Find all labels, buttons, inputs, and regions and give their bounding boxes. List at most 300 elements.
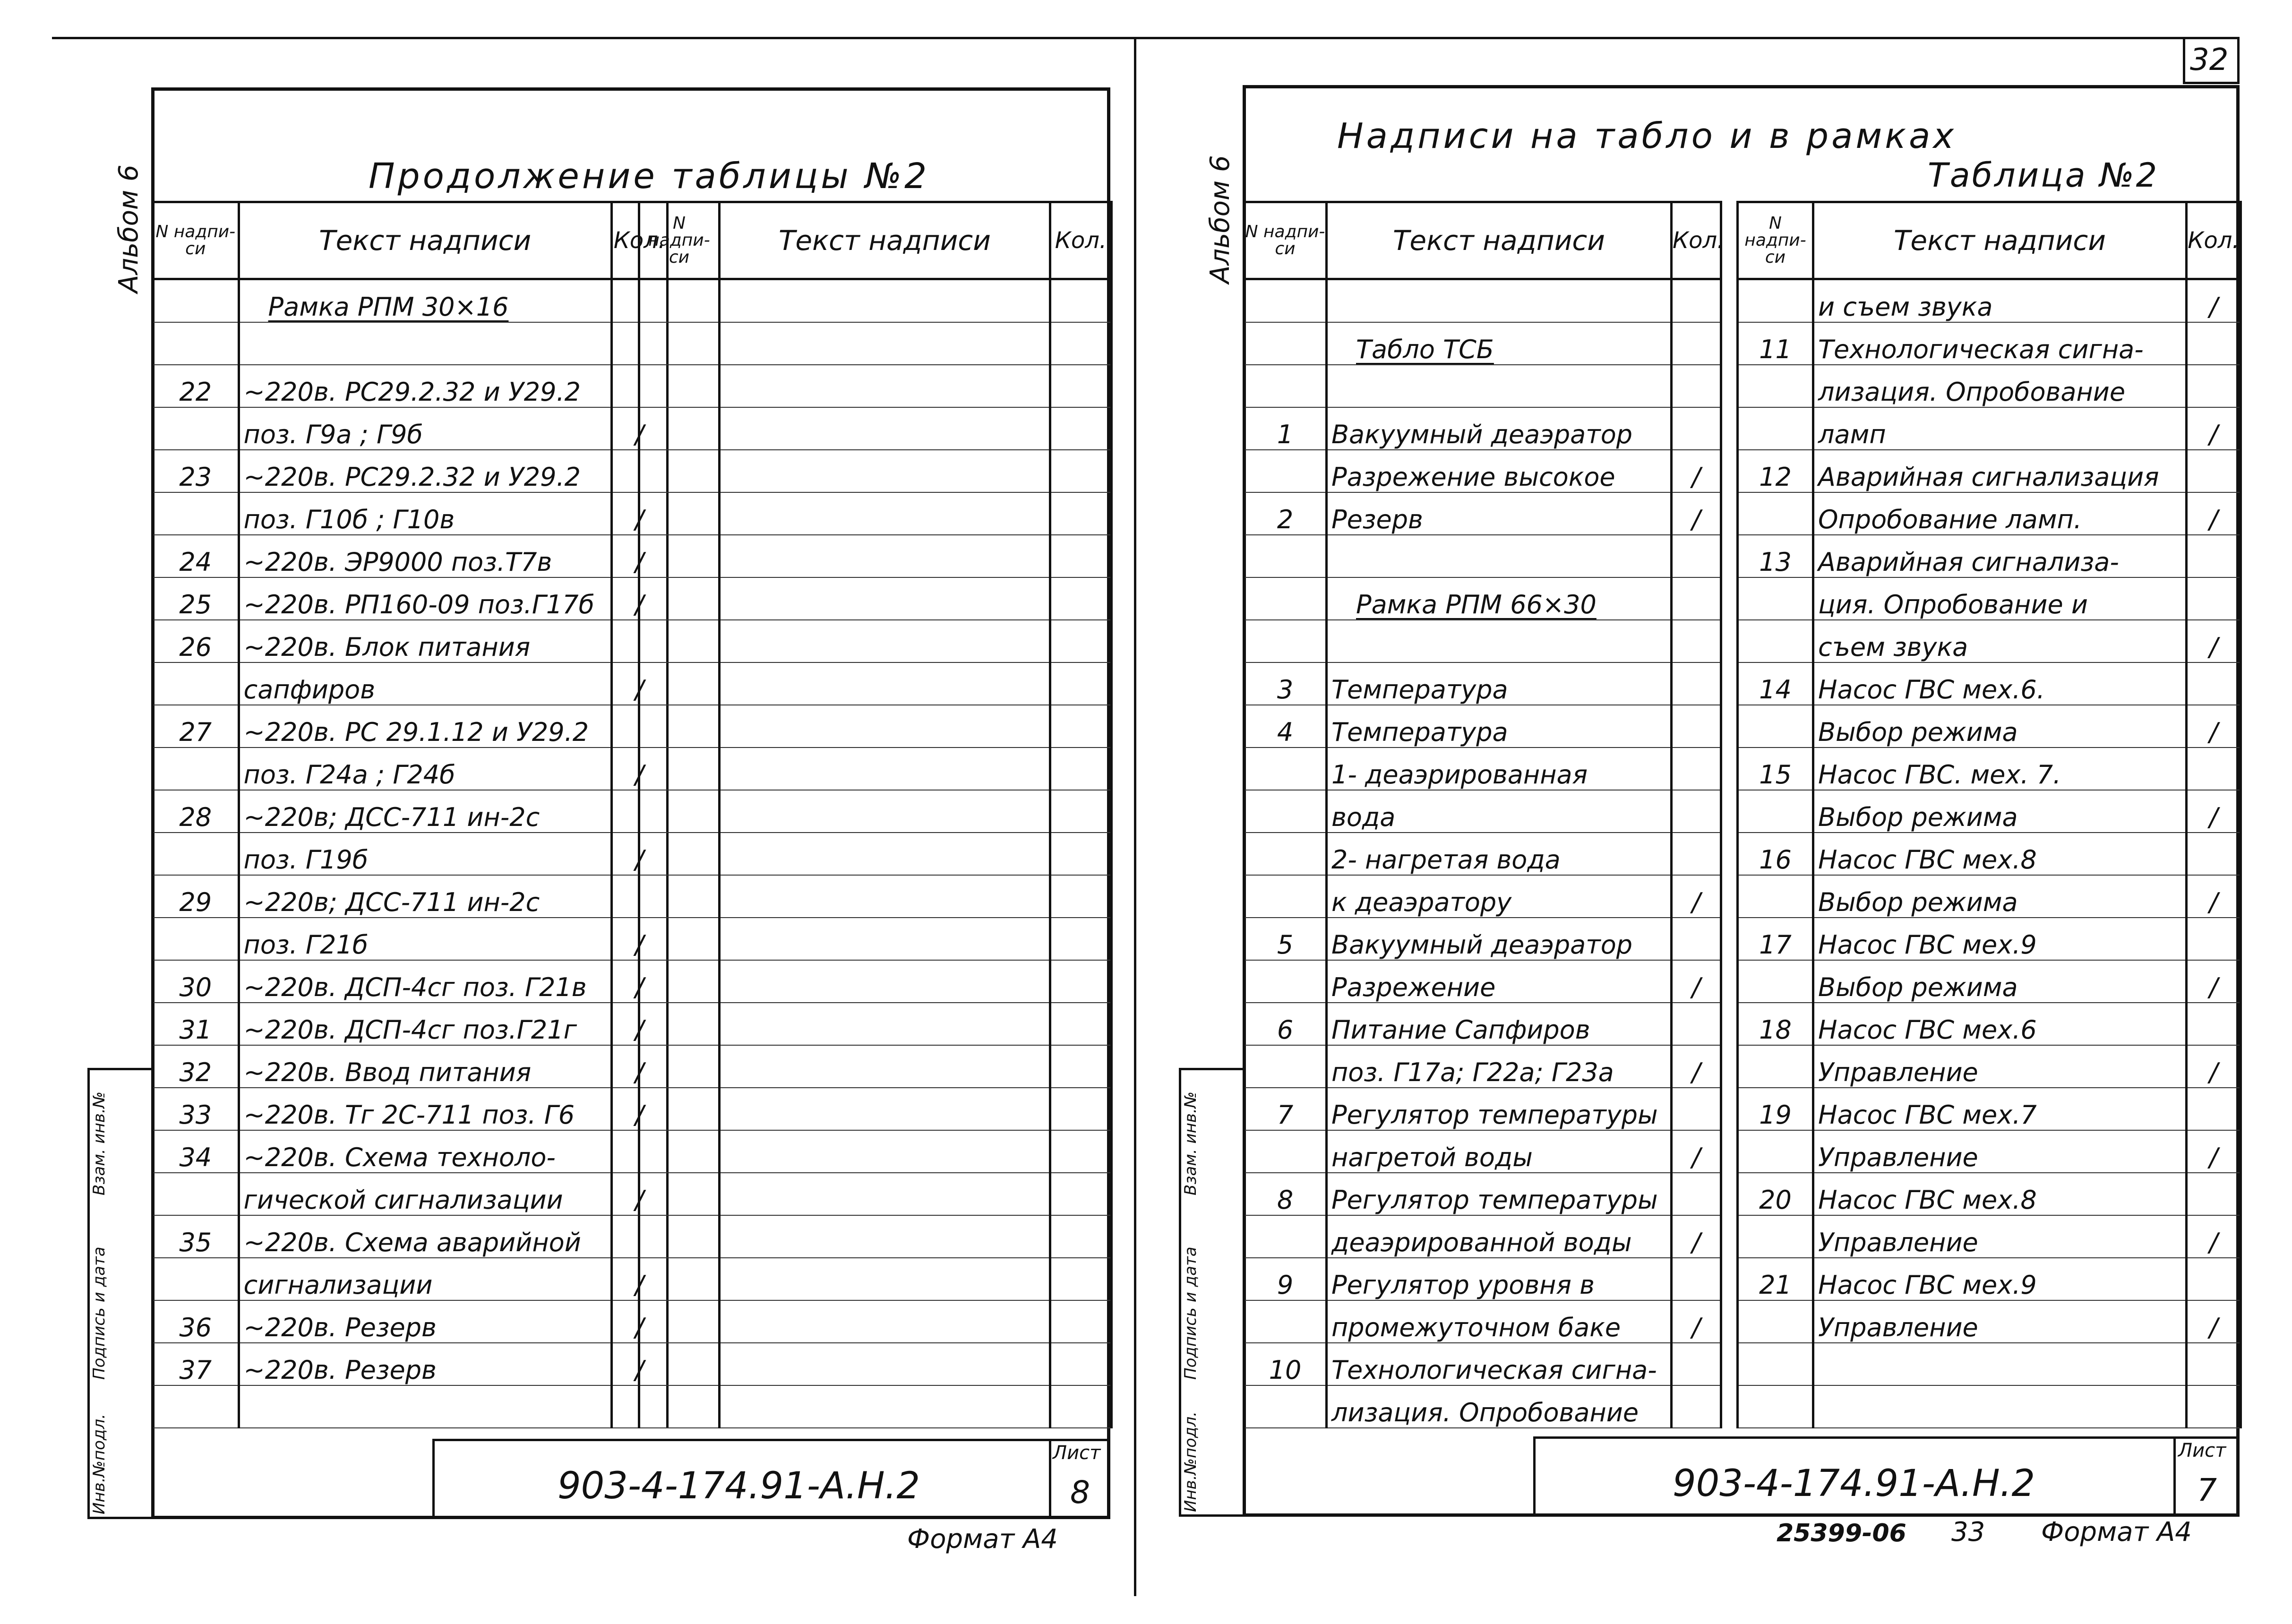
row-text: Регулятор температуры	[1327, 1088, 1672, 1130]
table-row	[153, 1003, 668, 1045]
row-number	[1738, 1300, 1813, 1343]
row-qty	[1050, 1385, 1112, 1428]
col-header-text: Текст надписи	[1327, 202, 1672, 279]
row-text: Рамка РПМ 66×30	[1327, 577, 1672, 620]
row-text: Насос ГВС мех.8	[1813, 833, 2187, 875]
row-text: поз. Г24а ; Г24б	[239, 748, 611, 790]
table-row	[639, 790, 1112, 833]
row-qty: /	[2187, 1300, 2241, 1343]
table-row	[1738, 1003, 2241, 1045]
row-qty: /	[611, 960, 667, 1003]
row-qty	[2187, 833, 2241, 875]
row-number: 29	[153, 875, 239, 918]
top-rule-left	[52, 37, 1139, 39]
row-number: 25	[153, 577, 239, 620]
table-row	[153, 407, 668, 450]
row-text: Выбор режима	[1813, 790, 2187, 833]
row-number	[639, 365, 720, 407]
row-text	[720, 875, 1050, 918]
row-qty	[2187, 322, 2241, 365]
row-qty	[1050, 577, 1112, 620]
row-text	[720, 1300, 1050, 1343]
row-text: поз. Г17а; Г22а; Г23а	[1327, 1045, 1672, 1088]
row-number	[1738, 1385, 1813, 1428]
row-qty	[1050, 1003, 1112, 1045]
row-number	[1738, 279, 1813, 323]
col-header-num: N надпи-си	[1738, 202, 1813, 279]
row-text: ~220в. РС29.2.32 и У29.2	[239, 450, 611, 492]
row-qty: /	[2187, 705, 2241, 748]
table-row	[639, 1130, 1112, 1173]
table-row	[639, 662, 1112, 705]
row-number	[639, 1215, 720, 1258]
row-number: 8	[1244, 1173, 1327, 1215]
row-number	[639, 705, 720, 748]
row-number: 9	[1244, 1258, 1327, 1300]
row-number	[153, 833, 239, 875]
row-qty: /	[611, 1173, 667, 1215]
row-qty	[1672, 705, 1721, 748]
table-row	[1244, 790, 1721, 833]
row-qty: /	[1672, 1215, 1721, 1258]
row-qty	[2187, 535, 2241, 577]
row-number: 19	[1738, 1088, 1813, 1130]
left-table-b	[638, 201, 1113, 1428]
table-row	[639, 833, 1112, 875]
row-qty	[1672, 918, 1721, 960]
table-row	[639, 918, 1112, 960]
row-number	[639, 918, 720, 960]
right-doc-code: 903-4-174.91-А.Н.2	[1673, 1462, 2035, 1505]
row-number: 10	[1244, 1343, 1327, 1385]
row-number	[153, 322, 239, 365]
row-text	[720, 322, 1050, 365]
table-row	[153, 365, 668, 407]
row-qty	[1050, 875, 1112, 918]
side-label-inv: Инв.№подл.	[90, 1414, 109, 1514]
table-row	[153, 1173, 668, 1215]
row-qty: /	[2187, 1130, 2241, 1173]
row-qty	[1050, 1045, 1112, 1088]
row-qty: /	[1672, 1130, 1721, 1173]
table-row	[1244, 1088, 1721, 1130]
table-row	[1738, 535, 2241, 577]
row-qty: /	[1672, 492, 1721, 535]
table-row	[153, 535, 668, 577]
table-row	[1244, 1173, 1721, 1215]
table-row	[1738, 1343, 2241, 1385]
row-qty	[2187, 1173, 2241, 1215]
row-number	[153, 1385, 239, 1428]
col-header-qty: Кол.	[611, 202, 667, 279]
row-qty	[1050, 1173, 1112, 1215]
row-number	[639, 1300, 720, 1343]
row-number	[1244, 1130, 1327, 1173]
row-text: поз. Г19б	[239, 833, 611, 875]
table-row	[639, 620, 1112, 662]
row-number	[639, 875, 720, 918]
row-number	[1244, 365, 1327, 407]
row-qty: /	[2187, 407, 2241, 450]
table-row	[1738, 705, 2241, 748]
row-number	[1738, 1215, 1813, 1258]
table-row	[153, 492, 668, 535]
row-number	[1244, 790, 1327, 833]
table-row	[153, 875, 668, 918]
table-row	[1738, 875, 2241, 918]
left-album-label: Альбом 6	[113, 164, 144, 293]
row-number	[639, 1343, 720, 1385]
row-text: ция. Опробование и	[1813, 577, 2187, 620]
table-row	[1244, 577, 1721, 620]
row-text: съем звука	[1813, 620, 2187, 662]
row-text	[720, 365, 1050, 407]
row-number: 13	[1738, 535, 1813, 577]
row-number: 26	[153, 620, 239, 662]
row-qty: /	[1672, 450, 1721, 492]
row-number: 27	[153, 705, 239, 748]
row-qty	[1672, 662, 1721, 705]
row-text	[239, 322, 611, 365]
table-row	[1244, 662, 1721, 705]
row-text: Регулятор уровня в	[1327, 1258, 1672, 1300]
col-header-num: N надпи-си	[1244, 202, 1327, 279]
table-row	[1738, 662, 2241, 705]
row-qty: /	[611, 1300, 667, 1343]
row-number	[1244, 1045, 1327, 1088]
row-number	[1244, 577, 1327, 620]
left-sheet-no: 8	[1070, 1474, 1090, 1511]
row-number: 1	[1244, 407, 1327, 450]
row-number	[153, 1258, 239, 1300]
table-row	[1738, 577, 2241, 620]
left-table-a	[151, 201, 669, 1428]
row-qty	[1672, 322, 1721, 365]
row-qty	[1050, 1215, 1112, 1258]
row-text: Насос ГВС. мех. 7.	[1813, 748, 2187, 790]
row-number	[1738, 407, 1813, 450]
table-row	[639, 492, 1112, 535]
table-row	[1244, 1003, 1721, 1045]
row-number: 17	[1738, 918, 1813, 960]
row-number	[1244, 1300, 1327, 1343]
row-text: промежуточном баке	[1327, 1300, 1672, 1343]
row-number	[1738, 960, 1813, 1003]
row-qty: /	[2187, 1215, 2241, 1258]
row-qty	[2187, 1003, 2241, 1045]
row-qty	[1672, 535, 1721, 577]
row-text: ~220в. Схема техноло-	[239, 1130, 611, 1173]
table-row	[153, 1343, 668, 1385]
row-number	[1738, 1130, 1813, 1173]
row-text: гической сигнализации	[239, 1173, 611, 1215]
table-row	[153, 577, 668, 620]
row-number: 36	[153, 1300, 239, 1343]
row-qty	[1672, 790, 1721, 833]
row-text	[1327, 535, 1672, 577]
row-text: Вакуумный деаэратор	[1327, 407, 1672, 450]
row-number	[639, 1173, 720, 1215]
row-text: Температура	[1327, 705, 1672, 748]
table-row	[1244, 365, 1721, 407]
row-qty	[1050, 960, 1112, 1003]
row-number: 34	[153, 1130, 239, 1173]
row-qty	[1672, 1003, 1721, 1045]
row-text	[720, 450, 1050, 492]
col-header-text: Текст надписи	[1813, 202, 2187, 279]
table-row	[1244, 1215, 1721, 1258]
row-number: 12	[1738, 450, 1813, 492]
table-row	[639, 1300, 1112, 1343]
row-text: Выбор режима	[1813, 875, 2187, 918]
row-qty	[1672, 1385, 1721, 1428]
table-row	[639, 577, 1112, 620]
row-text	[1327, 620, 1672, 662]
table-row	[1244, 1343, 1721, 1385]
row-text: ~220в. Тг 2С-711 поз. Г6	[239, 1088, 611, 1130]
row-text: Аварийная сигнализация	[1813, 450, 2187, 492]
right-album-label: Альбом 6	[1205, 155, 1236, 284]
row-text	[720, 1343, 1050, 1385]
side-label-sign: Подпись и дата	[1181, 1246, 1200, 1380]
table-row	[153, 1088, 668, 1130]
row-number	[639, 577, 720, 620]
row-text: Насос ГВС мех.8	[1813, 1173, 2187, 1215]
row-qty: /	[1672, 960, 1721, 1003]
row-qty: /	[611, 662, 667, 705]
table-row	[153, 748, 668, 790]
archive-number: 25399-06	[1777, 1519, 1906, 1547]
row-text	[239, 1385, 611, 1428]
row-qty	[1050, 1343, 1112, 1385]
row-text: поз. Г10б ; Г10в	[239, 492, 611, 535]
table-row	[1738, 748, 2241, 790]
page-number: 32	[2190, 43, 2229, 77]
row-number	[153, 918, 239, 960]
row-qty	[1050, 1088, 1112, 1130]
top-rule-right	[1139, 37, 2240, 39]
row-number: 31	[153, 1003, 239, 1045]
side-label-replace: Взам. инв.№	[90, 1091, 109, 1195]
row-text	[720, 790, 1050, 833]
left-title: Продолжение таблицы №2	[369, 156, 930, 197]
table-row	[1244, 1300, 1721, 1343]
row-text: лизация. Опробование	[1813, 365, 2187, 407]
row-text: лизация. Опробование	[1327, 1385, 1672, 1428]
row-text: ~220в. Схема аварийной	[239, 1215, 611, 1258]
row-number	[153, 279, 239, 323]
table-row	[153, 662, 668, 705]
row-qty: /	[2187, 875, 2241, 918]
table-row	[639, 1258, 1112, 1300]
table-row	[1244, 1130, 1721, 1173]
row-text: ~220в. ЭР9000 поз.Т7в	[239, 535, 611, 577]
table-row	[153, 705, 668, 748]
table-row	[639, 365, 1112, 407]
row-qty	[1050, 450, 1112, 492]
row-text	[720, 918, 1050, 960]
table-row	[1738, 1130, 2241, 1173]
table-row	[1738, 322, 2241, 365]
row-qty	[1672, 833, 1721, 875]
table-row	[1244, 1045, 1721, 1088]
table-row	[1738, 960, 2241, 1003]
row-text	[720, 662, 1050, 705]
table-row	[1738, 407, 2241, 450]
row-text	[1813, 1343, 2187, 1385]
right-table-a	[1243, 201, 1725, 1428]
row-number	[639, 407, 720, 450]
row-text: Выбор режима	[1813, 705, 2187, 748]
table-row	[1738, 1173, 2241, 1215]
right-sheet-label: Лист	[2178, 1440, 2226, 1461]
table-row	[153, 1300, 668, 1343]
row-qty: /	[2187, 620, 2241, 662]
row-number: 33	[153, 1088, 239, 1130]
row-number	[1738, 875, 1813, 918]
table-row	[1244, 535, 1721, 577]
row-text	[1813, 1385, 2187, 1428]
table-row	[153, 833, 668, 875]
table-row	[1244, 407, 1721, 450]
table-row	[1244, 322, 1721, 365]
table-row	[1244, 620, 1721, 662]
row-text	[720, 1258, 1050, 1300]
row-qty: /	[611, 833, 667, 875]
row-qty	[1672, 1343, 1721, 1385]
row-number	[1244, 620, 1327, 662]
row-qty	[2187, 1088, 2241, 1130]
row-number	[153, 492, 239, 535]
row-text: Насос ГВС мех.6	[1813, 1003, 2187, 1045]
row-qty	[1672, 365, 1721, 407]
row-number	[1244, 322, 1327, 365]
row-number	[639, 279, 720, 323]
row-text: ламп	[1813, 407, 2187, 450]
table-row	[639, 1385, 1112, 1428]
row-text	[1327, 365, 1672, 407]
row-number: 23	[153, 450, 239, 492]
table-row	[153, 1258, 668, 1300]
left-format: Формат А4	[907, 1524, 1058, 1555]
row-number	[1244, 875, 1327, 918]
row-qty	[1672, 748, 1721, 790]
row-qty	[1050, 279, 1112, 323]
row-qty	[2187, 918, 2241, 960]
row-number	[639, 535, 720, 577]
table-row	[639, 1003, 1112, 1045]
row-text: Технологическая сигна-	[1813, 322, 2187, 365]
row-number: 21	[1738, 1258, 1813, 1300]
row-text: Аварийная сигнализа-	[1813, 535, 2187, 577]
table-row	[1738, 1300, 2241, 1343]
row-text: Насос ГВС мех.9	[1813, 918, 2187, 960]
row-qty	[1050, 833, 1112, 875]
row-number: 6	[1244, 1003, 1327, 1045]
row-number: 28	[153, 790, 239, 833]
table-row	[1244, 748, 1721, 790]
row-text: ~220в; ДСС-711 ин-2с	[239, 875, 611, 918]
table-row	[1244, 450, 1721, 492]
row-text	[720, 1088, 1050, 1130]
row-number: 15	[1738, 748, 1813, 790]
row-qty: /	[611, 1003, 667, 1045]
row-text: Регулятор температуры	[1327, 1173, 1672, 1215]
right-format: Формат А4	[2041, 1517, 2192, 1547]
row-text: вода	[1327, 790, 1672, 833]
table-row	[153, 1385, 668, 1428]
row-qty: /	[2187, 790, 2241, 833]
row-number	[1244, 1215, 1327, 1258]
table-row	[1244, 918, 1721, 960]
row-qty: /	[1672, 875, 1721, 918]
row-text	[720, 748, 1050, 790]
row-number: 2	[1244, 492, 1327, 535]
table-row	[153, 1045, 668, 1088]
row-number	[639, 1045, 720, 1088]
row-text: сапфиров	[239, 662, 611, 705]
row-number: 30	[153, 960, 239, 1003]
row-text	[720, 960, 1050, 1003]
table-row	[639, 1215, 1112, 1258]
row-number	[1244, 450, 1327, 492]
row-text: Насос ГВС мех.6.	[1813, 662, 2187, 705]
row-qty	[2187, 1343, 2241, 1385]
row-qty: /	[611, 1258, 667, 1300]
row-number: 3	[1244, 662, 1327, 705]
row-qty: /	[611, 535, 667, 577]
row-qty: /	[611, 577, 667, 620]
row-number: 20	[1738, 1173, 1813, 1215]
row-number: 35	[153, 1215, 239, 1258]
row-text: ~220в. ДСП-4сг поз.Г21г	[239, 1003, 611, 1045]
table-row	[639, 535, 1112, 577]
row-number: 4	[1244, 705, 1327, 748]
row-qty	[2187, 1258, 2241, 1300]
row-number: 32	[153, 1045, 239, 1088]
table-row	[153, 322, 668, 365]
table-row	[1738, 918, 2241, 960]
row-text	[720, 1045, 1050, 1088]
right-table-b	[1736, 201, 2242, 1428]
table-row	[639, 1045, 1112, 1088]
row-number	[639, 960, 720, 1003]
table-row	[639, 960, 1112, 1003]
row-number	[1244, 1385, 1327, 1428]
row-text: Опробование ламп.	[1813, 492, 2187, 535]
row-number	[153, 748, 239, 790]
row-text: Вакуумный деаэратор	[1327, 918, 1672, 960]
row-qty	[2187, 1385, 2241, 1428]
row-number	[153, 662, 239, 705]
row-text: Рамка РПМ 30×16	[239, 279, 611, 323]
table-row	[1244, 1258, 1721, 1300]
table-row	[1244, 705, 1721, 748]
row-number	[1244, 279, 1327, 323]
table-row	[1244, 1385, 1721, 1428]
row-text: Управление	[1813, 1130, 2187, 1173]
row-qty: /	[611, 407, 667, 450]
row-text: Табло ТСБ	[1327, 322, 1672, 365]
row-number	[1738, 492, 1813, 535]
row-text: ~220в; ДСС-711 ин-2с	[239, 790, 611, 833]
row-number	[1738, 577, 1813, 620]
row-qty: /	[1672, 1300, 1721, 1343]
row-number	[1738, 620, 1813, 662]
table-row	[639, 1088, 1112, 1130]
row-text: поз. Г21б	[239, 918, 611, 960]
row-number	[639, 1130, 720, 1173]
